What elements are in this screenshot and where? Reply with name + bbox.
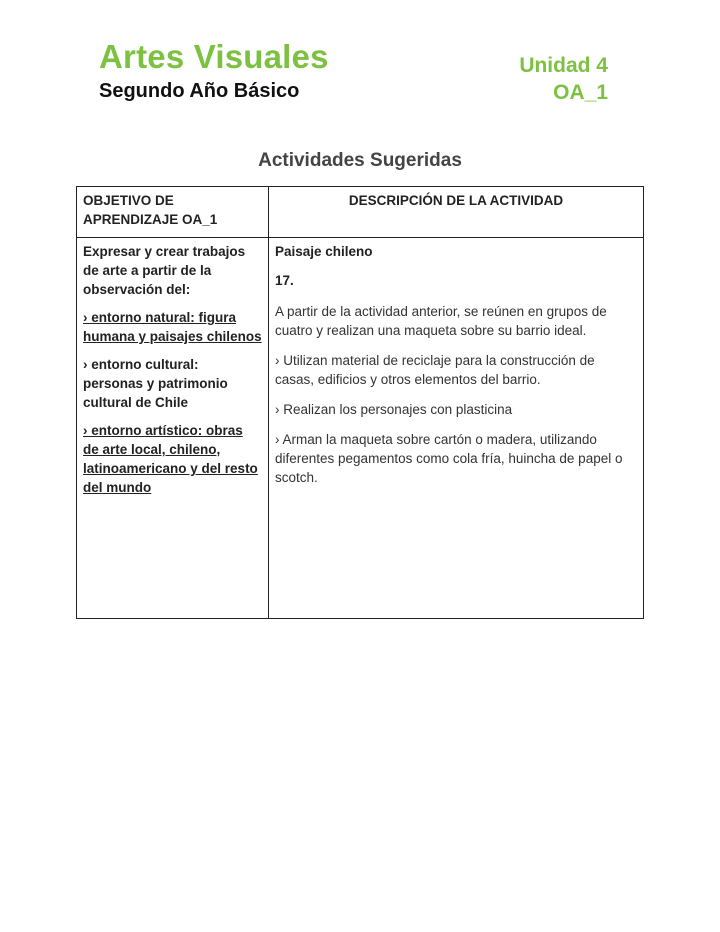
activity-paragraph: › Arman la maqueta sobre cartón o madera, utilizando diferentes pegamentos como cola fría, huincha de papel o scotch. (275, 432, 623, 485)
document-header-left (99, 40, 329, 101)
description-column-header: DESCRIPCIÓN DE LA ACTIVIDAD (269, 187, 644, 238)
objective-item-natural: › entorno natural: figura humana y paisajes chilenos (83, 310, 262, 344)
objective-intro: Expresar y crear trabajos de arte a partir de la observación del: (83, 244, 246, 297)
activity-paragraph: › Realizan los personajes con plasticina (275, 402, 513, 417)
table-row (77, 238, 644, 619)
activity-paragraph: › Utilizan material de reciclaje para la construcción de casas, edificios y otros elementos del barrio. (275, 353, 595, 387)
document-header-right (519, 55, 608, 103)
subject-title: Artes Visuales (99, 38, 329, 75)
activities-table (76, 186, 644, 619)
activity-number: 17. (275, 273, 294, 288)
unit-label: Unidad 4 (519, 54, 608, 77)
table-header-row (77, 187, 644, 238)
objective-item-artistic: › entorno artístico: obras de arte local, chileno, latinoamericano y del resto del mundo (83, 423, 258, 495)
section-title: Actividades Sugeridas (258, 150, 462, 171)
grade-title: Segundo Año Básico (99, 80, 300, 102)
objective-cell (77, 238, 269, 619)
objective-column-header: OBJETIVO DE APRENDIZAJE OA_1 (77, 187, 269, 238)
objective-item-cultural: › entorno cultural: personas y patrimonio cultural de Chile (83, 357, 228, 410)
activity-title: Paisaje chileno (275, 244, 373, 259)
activity-paragraph: A partir de la actividad anterior, se reúnen en grupos de cuatro y realizan una maqueta sobre su barrio ideal. (275, 304, 607, 338)
activity-description-cell (269, 238, 644, 619)
objective-code-label: OA_1 (553, 81, 608, 104)
